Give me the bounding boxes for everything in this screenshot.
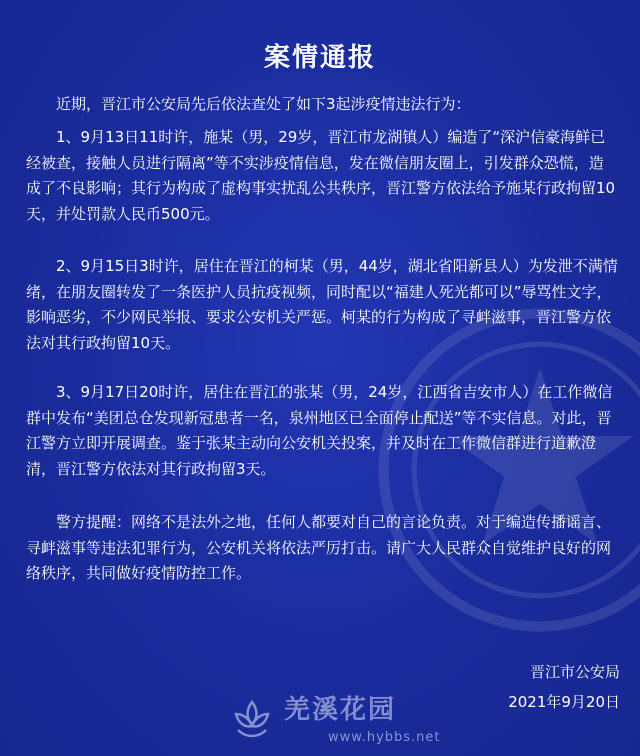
watermark-site-name: 羌溪花园 [284,695,397,725]
case-paragraph-3: 3、9月17日20时许，居住在晋江的张某（男，24岁，江西省吉安市人）在工作微信群中发布“美团总仓发现新冠患者一名，泉州地区已全面停止配送”等不实信息。对此，晋江警方立即开展调查。鉴于张某主动向公安机关投案，并及时在工作微信群进行道歉澄清，晋江警方依法对其行政拘留3天。 [26,383,613,478]
flower-logo-icon [228,696,276,744]
signature-organization: 晋江市公安局 [529,663,620,681]
intro-paragraph: 近期，晋江市公安局先后依法查处了如下3起涉疫情违法行为： [56,95,471,113]
police-reminder-paragraph: 警方提醒：网络不是法外之地，任何人都要对自己的言论负责。对于编造传播谣言、寻衅滋事等违法犯罪行为，公安机关将依法严厉打击。请广大人民群众自觉维护良好的网络秩序，共同做好疫情防控工作。 [26,513,612,582]
watermark-site-url: www.hybbs.net [328,730,441,745]
signature-date: 2021年9月20日 [508,693,620,711]
site-watermark [228,692,441,750]
document-title: 案情通报 [263,43,376,73]
case-paragraph-2: 2、9月15日3时许，居住在晋江的柯某（男，44岁，湖北省阳新县人）为发泄不满情绪，在朋友圈转发了一条医护人员抗疫视频，同时配以“福建人死光都可以”辱骂性文字，影响恶劣，不少网民举报、要求公安机关严惩。柯某的行为构成了寻衅滋事，晋江警方依法对其行政拘留10天。 [26,257,618,352]
case-paragraph-1: 1、9月13日11时许，施某（男，29岁，晋江市龙湖镇人）编造了“深沪信豪海鲜已经被查，接触人员进行隔离”等不实涉疫情信息，发在微信朋友圈上，引发群众恐慌，造成了不良影响；其行为构成了虚构事实扰乱公共秩序，晋江警方依法给予施某行政拘留10天，并处罚款人民币500元。 [26,128,616,223]
